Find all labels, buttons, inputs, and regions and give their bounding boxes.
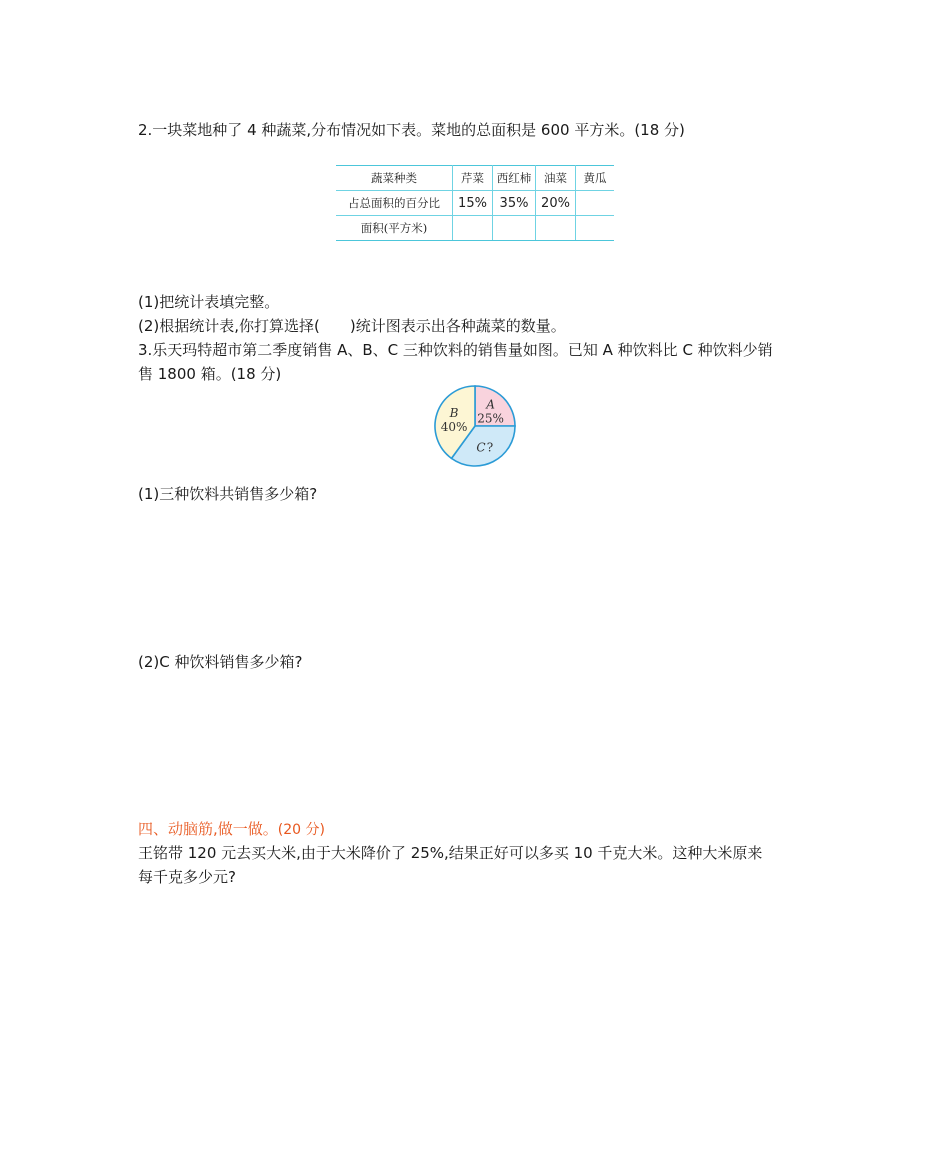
q3-sub2: (2)C 种饮料销售多少箱? [138, 653, 303, 671]
vegetable-name: 芹菜 [453, 166, 493, 191]
pie-value-a: 25% [477, 411, 504, 426]
vegetable-name: 西红柿 [493, 166, 536, 191]
percent-cell: 15% [453, 191, 493, 216]
q3-title-line1: 3.乐天玛特超市第二季度销售 A、B、C 三种饮料的销售量如图。已知 A 种饮料比 C 种饮料少销 [138, 341, 773, 359]
table-row [336, 191, 614, 216]
q2-sub2: (2)根据统计表,你打算选择( )统计图表示出各种蔬菜的数量。 [138, 317, 566, 335]
vegetable-name: 黄瓜 [576, 166, 615, 191]
section4-line2: 每千克多少元? [138, 868, 236, 886]
percent-cell: 35% [493, 191, 536, 216]
vegetable-table [336, 165, 614, 241]
pie-label-a: A [486, 397, 495, 412]
q2-title: 2.一块菜地种了 4 种蔬菜,分布情况如下表。菜地的总面积是 600 平方米。(18 分) [138, 121, 685, 139]
area-cell [453, 216, 493, 241]
pie-label-b: B [449, 406, 459, 421]
q2-sub1: (1)把统计表填完整。 [138, 293, 280, 311]
percent-cell [576, 191, 615, 216]
section4-heading [138, 817, 325, 842]
row-label-area: 面积(平方米) [336, 216, 453, 241]
table-row [336, 166, 614, 191]
q3-title-line2: 售 1800 箱。(18 分) [138, 365, 282, 383]
section4-score: (20 分) [277, 822, 325, 838]
table-row [336, 216, 614, 241]
pie-value-c: ? [486, 440, 494, 455]
q3-sub1: (1)三种饮料共销售多少箱? [138, 485, 318, 503]
row-label-vegetable: 蔬菜种类 [336, 166, 453, 191]
row-label-percent: 占总面积的百分比 [336, 191, 453, 216]
area-cell [493, 216, 536, 241]
beverage-pie-chart [431, 382, 519, 470]
area-cell [536, 216, 576, 241]
percent-cell: 20% [536, 191, 576, 216]
section4-title: 四、动脑筋,做一做。 [138, 820, 278, 838]
vegetable-name: 油菜 [536, 166, 576, 191]
pie-value-b: 40% [440, 420, 468, 435]
pie-label-c: C [476, 440, 486, 455]
area-cell [576, 216, 615, 241]
section4-line1: 王铭带 120 元去买大米,由于大米降价了 25%,结果正好可以多买 10 千克大米。这种大米原来 [138, 844, 763, 862]
